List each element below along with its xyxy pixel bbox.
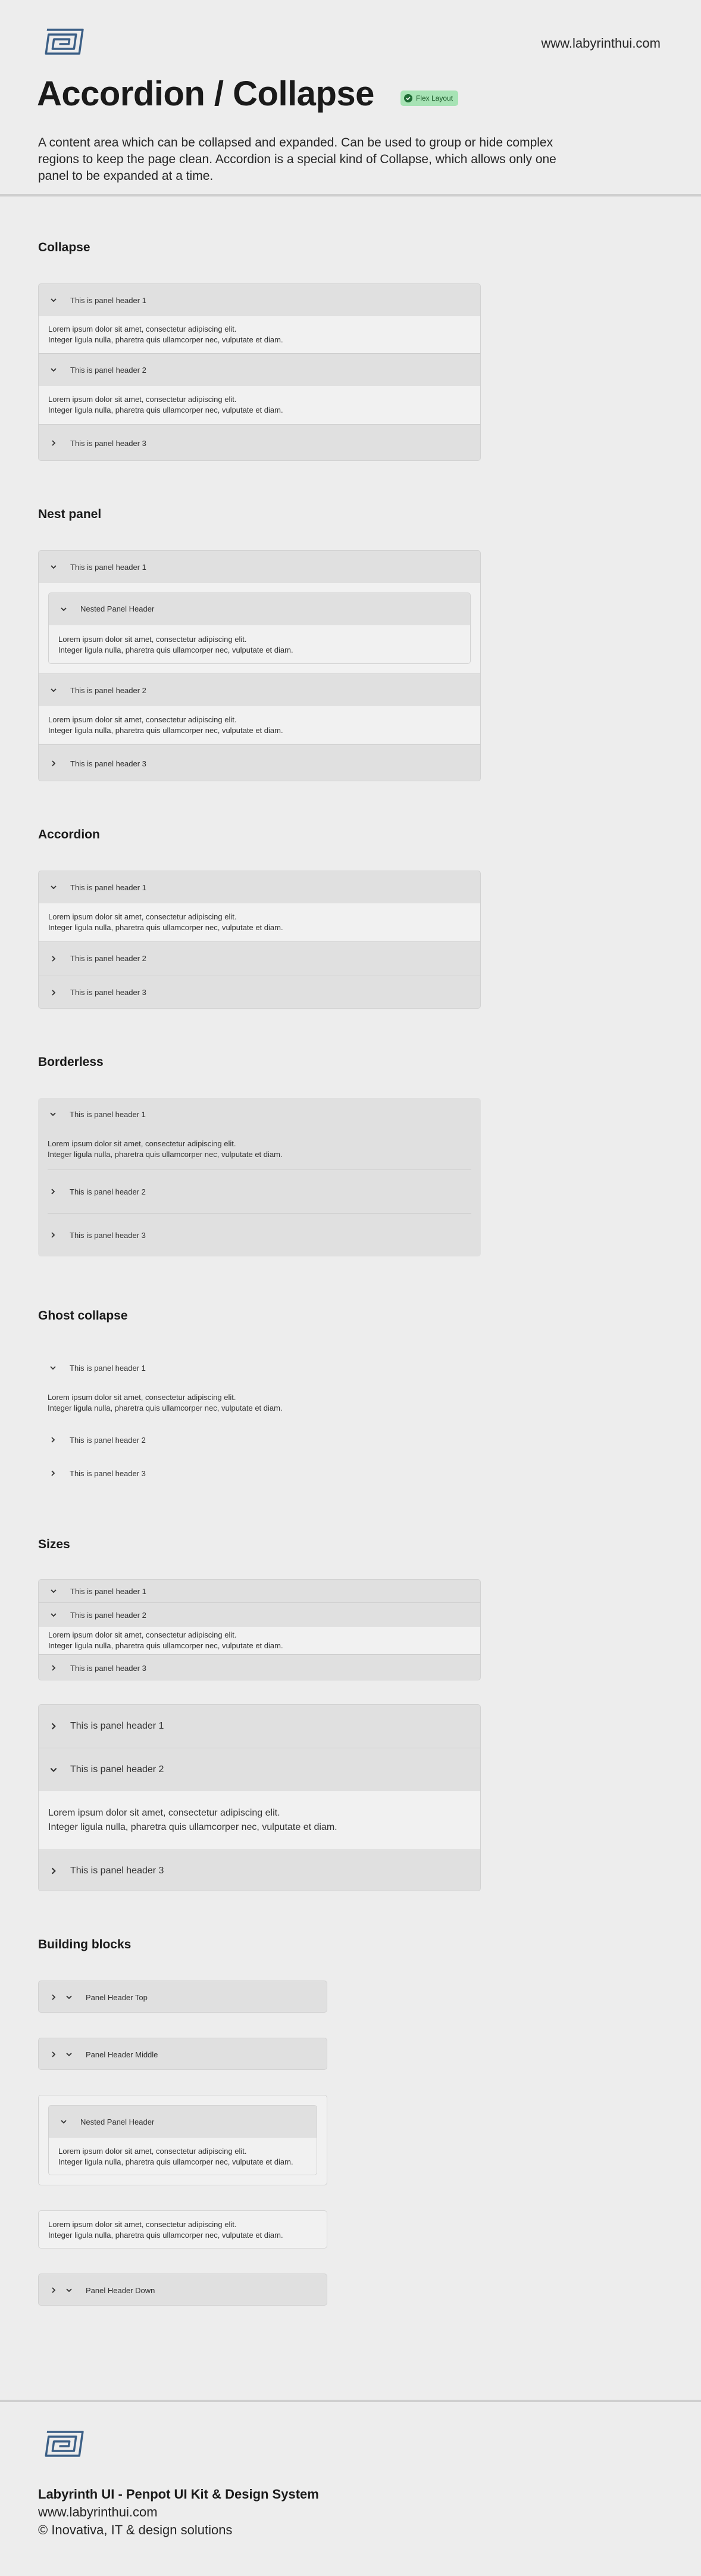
footer-title: Labyrinth UI - Penpot UI Kit & Design System — [38, 2487, 319, 2502]
panel-header-label: This is panel header 1 — [70, 1109, 146, 1119]
panel-header-label: This is panel header 3 — [70, 438, 146, 448]
section-title-ghost-collapse: Ghost collapse — [38, 1309, 128, 1323]
large-size-panel — [38, 1704, 481, 1891]
block-header-label: Panel Header Down — [86, 2285, 155, 2295]
chevron-down-icon — [49, 1610, 58, 1620]
footer-url[interactable]: www.labyrinthui.com — [38, 2505, 158, 2519]
panel-header-label: This is panel header 1 — [70, 882, 146, 892]
chevron-down-icon — [49, 295, 58, 305]
panel-header-label: This is panel header 2 — [70, 1764, 164, 1774]
nest-panel — [38, 550, 481, 781]
panel-content-2 — [39, 1627, 480, 1654]
section-title-collapse: Collapse — [38, 241, 90, 254]
panel-header-2[interactable] — [39, 354, 480, 386]
panel-content-1 — [39, 583, 480, 673]
content-line-2: Integer ligula nulla, pharetra quis ullamcorper nec, vulputate et diam. — [48, 1822, 337, 1832]
content-line-2: Integer ligula nulla, pharetra quis ullamcorper nec, vulputate et diam. — [48, 406, 283, 414]
chevron-right-icon — [48, 1230, 58, 1240]
nested-panel-content — [49, 625, 470, 664]
panel-content-1 — [38, 1130, 481, 1168]
block-header-row — [39, 1981, 327, 2013]
panel-header-3[interactable] — [38, 1214, 481, 1256]
panel-header-label: This is panel header 2 — [70, 1435, 146, 1445]
chevron-right-icon — [49, 954, 58, 963]
nested-panel-label: Nested Panel Header — [80, 604, 155, 613]
intro-text: A content area which can be collapsed and expanded. Can be used to group or hide complex regions to keep the page clean. Accordion is a special kind of Collapse, which allows only one panel to be expanded at a time. — [38, 136, 556, 183]
panel-header-label: This is panel header 3 — [70, 988, 146, 997]
panel-header-label: This is panel header 2 — [70, 954, 146, 963]
footer-logo-icon — [38, 2427, 86, 2460]
panel-header-label: This is panel header 2 — [70, 1610, 146, 1620]
chevron-right-icon — [48, 1435, 58, 1445]
nested-panel-header[interactable] — [49, 2106, 317, 2138]
panel-header-2[interactable] — [39, 1748, 480, 1791]
panel-content-2 — [39, 386, 480, 424]
section-title-building-blocks: Building blocks — [38, 1938, 132, 1951]
panel-content-1 — [39, 903, 480, 941]
accordion-panel — [38, 871, 481, 1009]
content-line-1: Lorem ipsum dolor sit amet, consectetur adipiscing elit. — [48, 325, 237, 333]
section-title-nest-panel: Nest panel — [38, 507, 102, 521]
site-url[interactable]: www.labyrinthui.com — [541, 36, 661, 51]
ghost-panel — [38, 1352, 481, 1490]
chevron-right-icon — [49, 438, 58, 448]
panel-header-label: This is panel header 3 — [70, 1663, 146, 1673]
panel-header-2[interactable] — [38, 1170, 481, 1213]
panel-content-1 — [38, 1384, 481, 1422]
panel-header-1[interactable] — [39, 1705, 480, 1748]
content-line-1: Lorem ipsum dolor sit amet, consectetur adipiscing elit. — [58, 2147, 247, 2156]
content-line-1: Lorem ipsum dolor sit amet, consectetur adipiscing elit. — [48, 1630, 237, 1639]
chevron-right-icon — [48, 1187, 58, 1196]
content-line-2: Integer ligula nulla, pharetra quis ullamcorper nec, vulputate et diam. — [58, 2157, 293, 2166]
panel-header-3[interactable] — [39, 975, 480, 1009]
block-header-label: Panel Header Middle — [86, 2050, 158, 2059]
content-line-1: Lorem ipsum dolor sit amet, consectetur adipiscing elit. — [48, 395, 237, 404]
page-title: Accordion / Collapse — [37, 74, 374, 113]
flex-layout-badge — [400, 91, 458, 106]
content-line-2: Integer ligula nulla, pharetra quis ullamcorper nec, vulputate et diam. — [48, 923, 283, 932]
content-line-1: Lorem ipsum dolor sit amet, consectetur adipiscing elit. — [48, 1393, 236, 1402]
badge-label: Flex Layout — [416, 94, 453, 102]
panel-header-3[interactable] — [39, 1850, 480, 1891]
block-panel-header-middle[interactable] — [38, 2038, 327, 2070]
panel-header-1[interactable] — [39, 1580, 480, 1602]
panel-header-3[interactable] — [39, 425, 480, 461]
panel-header-2[interactable] — [39, 674, 480, 706]
content-line-2: Integer ligula nulla, pharetra quis ullamcorper nec, vulputate et diam. — [48, 1641, 283, 1650]
content-line-2: Integer ligula nulla, pharetra quis ullamcorper nec, vulputate et diam. — [48, 1404, 283, 1412]
content-line-2: Integer ligula nulla, pharetra quis ullamcorper nec, vulputate et diam. — [48, 726, 283, 735]
block-panel-header-top[interactable] — [38, 1981, 327, 2013]
panel-content-2 — [39, 1791, 480, 1850]
nested-panel-content — [49, 2138, 317, 2175]
chevron-right-icon — [49, 1663, 58, 1673]
chevron-right-icon — [49, 759, 58, 768]
chevron-down-icon — [59, 604, 68, 614]
panel-header-label: This is panel header 1 — [70, 1586, 146, 1596]
section-title-accordion: Accordion — [38, 828, 100, 841]
panel-header-1[interactable] — [39, 284, 480, 316]
panel-header-label: This is panel header 3 — [70, 1230, 146, 1240]
panel-header-label: This is panel header 3 — [70, 1866, 164, 1876]
footer-copyright: © Inovativa, IT & design solutions — [38, 2522, 233, 2537]
panel-header-label: This is panel header 2 — [70, 1187, 146, 1196]
panel-header-label: This is panel header 3 — [70, 759, 146, 768]
block-header-row — [39, 2274, 327, 2306]
chevron-down-icon — [64, 1992, 74, 2002]
content-line-2: Integer ligula nulla, pharetra quis ullamcorper nec, vulputate et diam. — [48, 2231, 283, 2240]
chevron-right-icon — [49, 1722, 58, 1731]
nested-panel-label: Nested Panel Header — [80, 2117, 155, 2126]
panel-content-2 — [39, 706, 480, 744]
content-line-1: Lorem ipsum dolor sit amet, consectetur adipiscing elit. — [48, 2220, 237, 2229]
section-title-borderless: Borderless — [38, 1055, 104, 1069]
block-panel-header-down[interactable] — [38, 2274, 327, 2306]
panel-header-label: This is panel header 1 — [70, 1363, 146, 1373]
check-icon — [404, 94, 412, 102]
panel-header-label: This is panel header 1 — [70, 1721, 164, 1731]
chevron-down-icon — [49, 1765, 58, 1774]
panel-header-2[interactable] — [39, 942, 480, 975]
header-divider — [0, 194, 701, 197]
panel-content-1 — [39, 316, 480, 353]
chevron-down-icon — [59, 2117, 68, 2126]
chevron-down-icon — [49, 882, 58, 892]
block-content — [38, 2210, 327, 2248]
panel-header-1[interactable] — [38, 1098, 481, 1130]
chevron-down-icon — [49, 365, 58, 375]
panel-header-1[interactable] — [38, 1352, 481, 1384]
panel-header-2[interactable] — [38, 1423, 481, 1457]
panel-header-3[interactable] — [39, 745, 480, 781]
panel-header-label: This is panel header 1 — [70, 562, 146, 572]
content-line-2: Integer ligula nulla, pharetra quis ullamcorper nec, vulputate et diam. — [48, 1150, 283, 1159]
nested-panel — [48, 592, 471, 664]
borderless-panel — [38, 1098, 481, 1256]
chevron-down-icon — [49, 685, 58, 695]
chevron-right-icon — [49, 2285, 58, 2295]
footer-divider — [0, 2400, 701, 2402]
small-size-panel — [38, 1579, 481, 1680]
content-line-1: Lorem ipsum dolor sit amet, consectetur adipiscing elit. — [58, 635, 247, 644]
chevron-down-icon — [48, 1109, 58, 1119]
chevron-right-icon — [49, 1866, 58, 1876]
content-line-2: Integer ligula nulla, pharetra quis ullamcorper nec, vulputate et diam. — [58, 645, 293, 654]
chevron-down-icon — [64, 2285, 74, 2295]
content-line-2: Integer ligula nulla, pharetra quis ullamcorper nec, vulputate et diam. — [48, 335, 283, 344]
content-line-1: Lorem ipsum dolor sit amet, consectetur adipiscing elit. — [48, 912, 237, 921]
collapse-panel — [38, 283, 481, 461]
panel-header-label: This is panel header 2 — [70, 685, 146, 695]
chevron-right-icon — [49, 2050, 58, 2059]
panel-header-label: This is panel header 2 — [70, 365, 146, 375]
nested-panel-header[interactable] — [49, 593, 470, 625]
block-content-text — [39, 2211, 327, 2248]
panel-header-label: This is panel header 1 — [70, 295, 146, 305]
panel-header-1[interactable] — [39, 871, 480, 903]
chevron-right-icon — [48, 1468, 58, 1478]
panel-header-3[interactable] — [38, 1457, 481, 1490]
block-header-label: Panel Header Top — [86, 1992, 148, 2002]
chevron-down-icon — [48, 1363, 58, 1373]
content-line-1: Lorem ipsum dolor sit amet, consectetur adipiscing elit. — [48, 1139, 236, 1148]
panel-header-3[interactable] — [39, 1655, 480, 1680]
block-nested-content — [38, 2095, 327, 2185]
panel-header-2[interactable] — [39, 1603, 480, 1627]
block-header-row — [39, 2038, 327, 2070]
nested-panel — [48, 2105, 317, 2175]
content-line-1: Lorem ipsum dolor sit amet, consectetur adipiscing elit. — [48, 715, 237, 724]
chevron-right-icon — [49, 1992, 58, 2002]
chevron-down-icon — [49, 562, 58, 572]
logo-icon — [38, 25, 86, 58]
panel-header-1[interactable] — [39, 551, 480, 583]
chevron-down-icon — [64, 2050, 74, 2059]
section-title-sizes: Sizes — [38, 1538, 70, 1551]
chevron-down-icon — [49, 1586, 58, 1596]
panel-header-label: This is panel header 3 — [70, 1468, 146, 1478]
content-line-1: Lorem ipsum dolor sit amet, consectetur adipiscing elit. — [48, 1808, 280, 1818]
chevron-right-icon — [49, 988, 58, 997]
